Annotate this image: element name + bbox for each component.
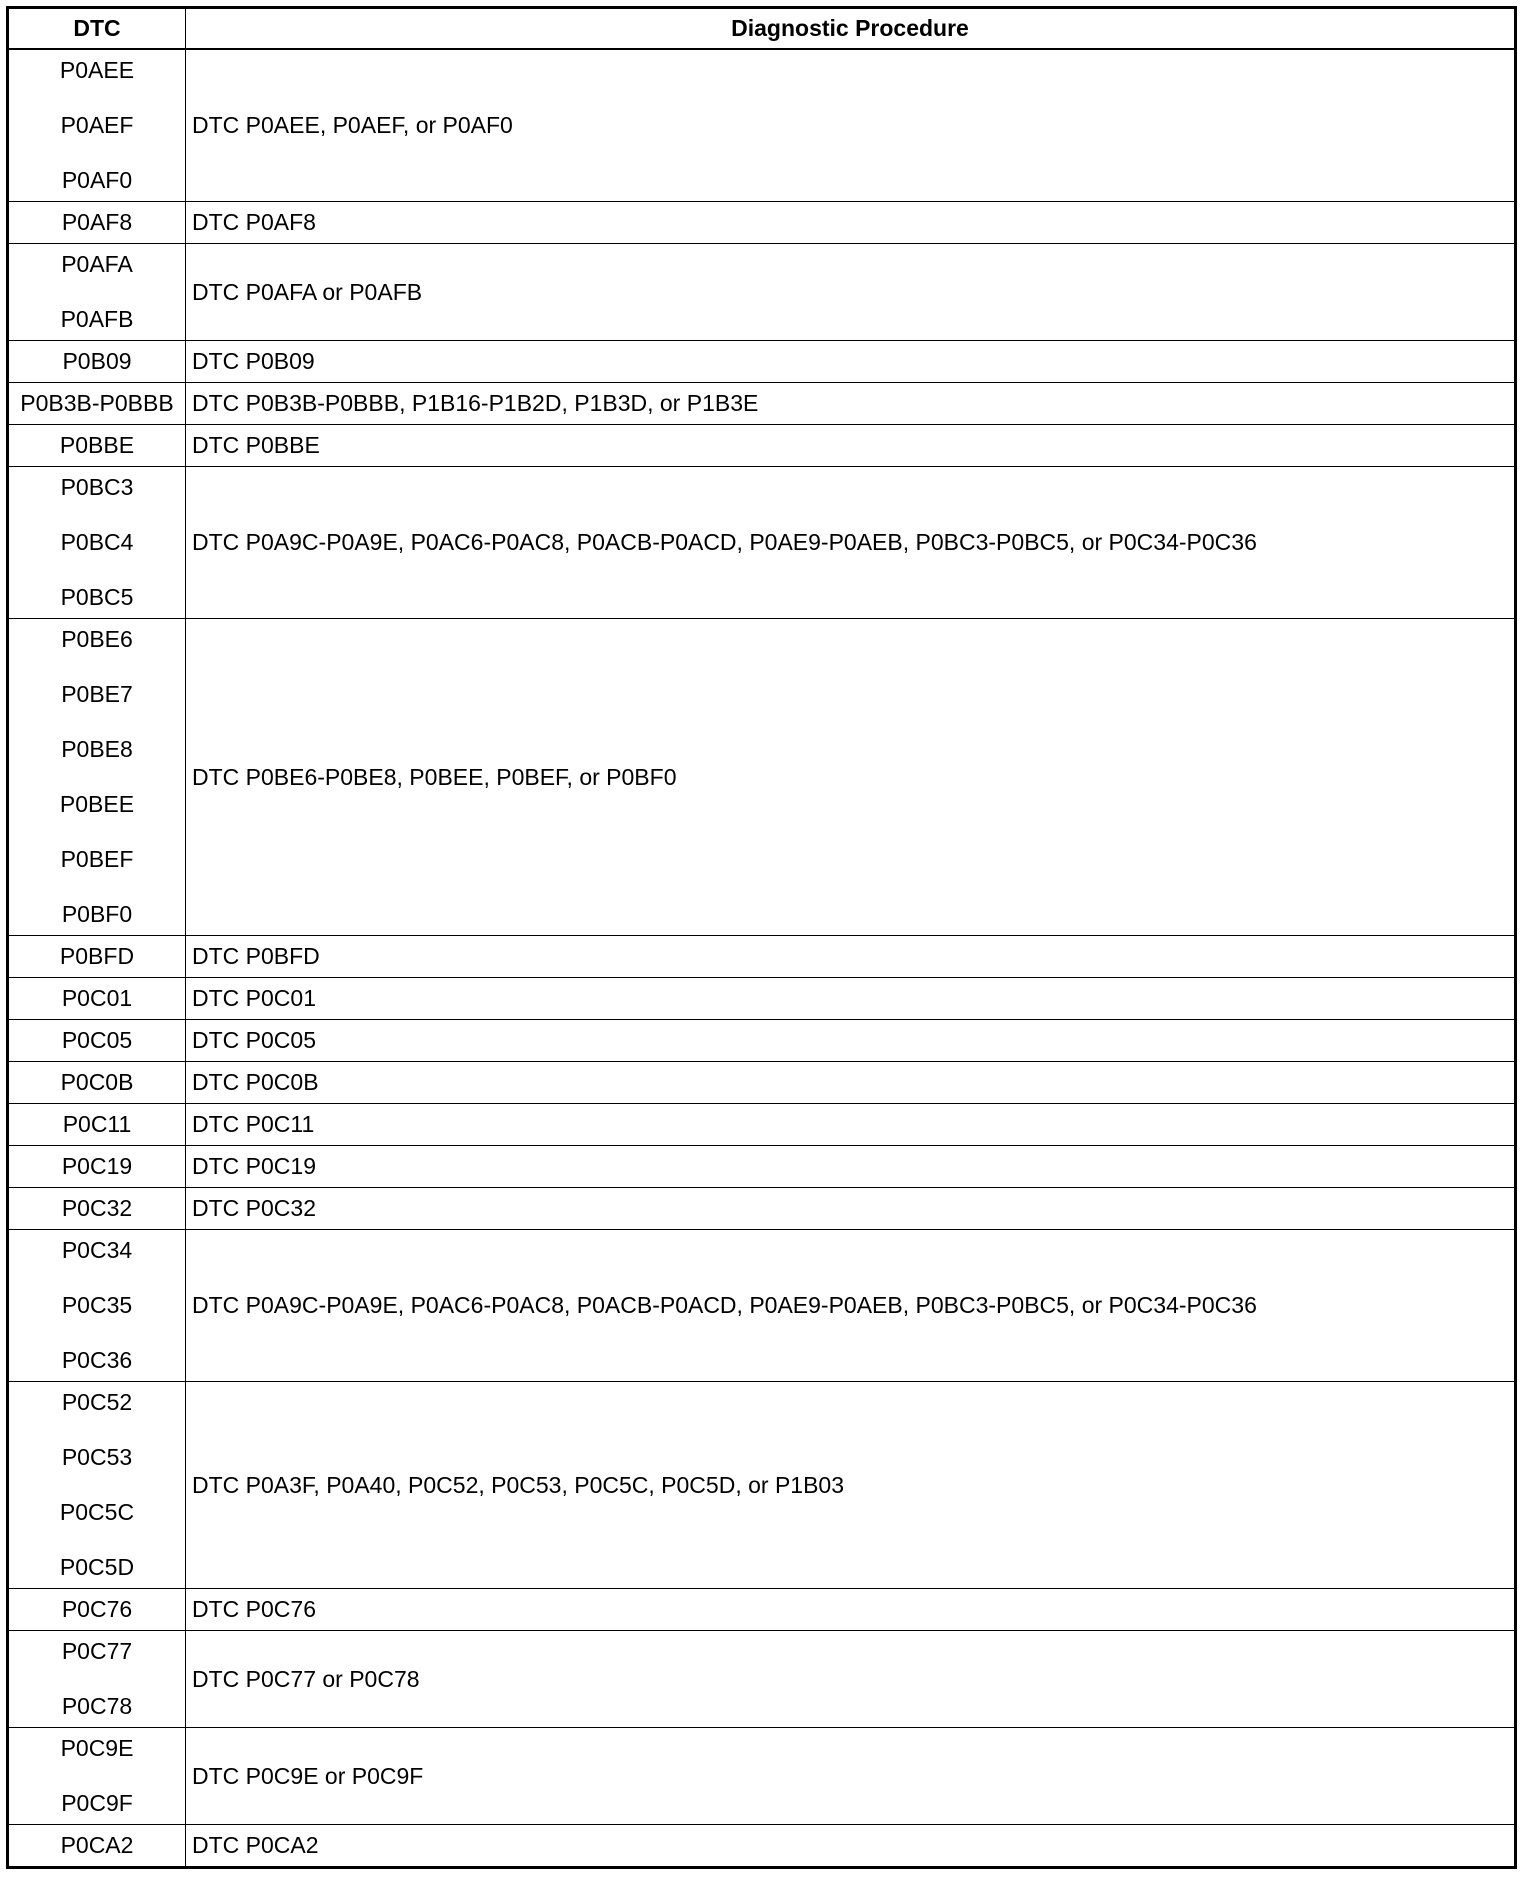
dtc-code: P0AFB bbox=[60, 306, 134, 332]
diagnostic-procedure-link[interactable]: DTC P0C32 bbox=[186, 1188, 1516, 1230]
diagnostic-procedure-link[interactable]: DTC P0C76 bbox=[186, 1589, 1516, 1631]
dtc-code: P0BC5 bbox=[60, 584, 134, 610]
dtc-code: P0C05 bbox=[61, 1027, 133, 1053]
dtc-code: P0B09 bbox=[62, 348, 132, 374]
dtc-code: P0BEF bbox=[60, 846, 134, 872]
dtc-code-cell bbox=[8, 1104, 186, 1146]
dtc-code-cell bbox=[8, 425, 186, 467]
table-row bbox=[8, 1589, 1516, 1631]
dtc-code: P0AEE bbox=[59, 57, 135, 83]
dtc-code-cell bbox=[8, 467, 186, 619]
diagnostic-procedure-link[interactable]: DTC P0A9C-P0A9E, P0AC6-P0AC8, P0ACB-P0ACD, P0AE9-P0AEB, P0BC3-P0BC5, or P0C34-P0C36 bbox=[186, 1230, 1516, 1382]
dtc-code: P0C0B bbox=[60, 1069, 134, 1095]
dtc-code: P0C52 bbox=[61, 1389, 133, 1415]
diagnostic-procedure-link[interactable]: DTC P0AEE, P0AEF, or P0AF0 bbox=[186, 49, 1516, 202]
dtc-code: P0BE6 bbox=[61, 626, 133, 652]
dtc-code: P0BC4 bbox=[60, 529, 134, 555]
table-row bbox=[8, 1230, 1516, 1382]
dtc-code: P0C35 bbox=[61, 1292, 133, 1318]
diagnostic-procedure-link[interactable]: DTC P0BFD bbox=[186, 936, 1516, 978]
dtc-code-cell bbox=[8, 936, 186, 978]
dtc-code: P0AEF bbox=[60, 112, 134, 138]
dtc-column-header: DTC bbox=[8, 8, 186, 50]
dtc-code: P0C36 bbox=[61, 1347, 133, 1373]
table-row bbox=[8, 202, 1516, 244]
dtc-code: P0BFD bbox=[59, 943, 135, 969]
dtc-code: P0BC3 bbox=[60, 474, 134, 500]
diagnostic-procedure-link[interactable]: DTC P0C01 bbox=[186, 978, 1516, 1020]
dtc-code: P0C77 bbox=[61, 1638, 133, 1664]
diagnostic-procedure-link[interactable]: DTC P0BE6-P0BE8, P0BEE, P0BEF, or P0BF0 bbox=[186, 619, 1516, 936]
dtc-code-cell bbox=[8, 978, 186, 1020]
table-row bbox=[8, 49, 1516, 202]
dtc-code: P0C78 bbox=[61, 1693, 133, 1719]
table-row bbox=[8, 244, 1516, 341]
table-row bbox=[8, 341, 1516, 383]
table-row bbox=[8, 1062, 1516, 1104]
dtc-code-cell bbox=[8, 1062, 186, 1104]
table-row bbox=[8, 383, 1516, 425]
table-row bbox=[8, 1146, 1516, 1188]
table-row bbox=[8, 619, 1516, 936]
dtc-code-cell bbox=[8, 1188, 186, 1230]
table-row bbox=[8, 1188, 1516, 1230]
diagnostic-procedure-link[interactable]: DTC P0AF8 bbox=[186, 202, 1516, 244]
table-row bbox=[8, 1825, 1516, 1868]
dtc-code-cell bbox=[8, 341, 186, 383]
dtc-code-cell bbox=[8, 202, 186, 244]
table-row bbox=[8, 936, 1516, 978]
diagnostic-procedure-link[interactable]: DTC P0CA2 bbox=[186, 1825, 1516, 1868]
dtc-code: P0BE7 bbox=[61, 681, 133, 707]
dtc-code: P0C11 bbox=[62, 1111, 132, 1137]
table-row bbox=[8, 1382, 1516, 1589]
diagnostic-procedure-link[interactable]: DTC P0C77 or P0C78 bbox=[186, 1631, 1516, 1728]
diagnostic-procedure-link[interactable]: DTC P0C11 bbox=[186, 1104, 1516, 1146]
diagnostic-procedure-link[interactable]: DTC P0C05 bbox=[186, 1020, 1516, 1062]
dtc-code: P0AF0 bbox=[61, 167, 133, 193]
dtc-code: P0C53 bbox=[61, 1444, 133, 1470]
dtc-code-cell bbox=[8, 1230, 186, 1382]
diagnostic-procedure-link[interactable]: DTC P0A9C-P0A9E, P0AC6-P0AC8, P0ACB-P0ACD, P0AE9-P0AEB, P0BC3-P0BC5, or P0C34-P0C36 bbox=[186, 467, 1516, 619]
table-row bbox=[8, 978, 1516, 1020]
procedure-column-header: Diagnostic Procedure bbox=[186, 8, 1516, 50]
dtc-code: P0C19 bbox=[61, 1153, 133, 1179]
dtc-code-cell bbox=[8, 49, 186, 202]
diagnostic-procedure-link[interactable]: DTC P0AFA or P0AFB bbox=[186, 244, 1516, 341]
diagnostic-procedure-link[interactable]: DTC P0B09 bbox=[186, 341, 1516, 383]
diagnostic-procedure-link[interactable]: DTC P0A3F, P0A40, P0C52, P0C53, P0C5C, P0C5D, or P1B03 bbox=[186, 1382, 1516, 1589]
table-row bbox=[8, 1631, 1516, 1728]
dtc-code: P0AF8 bbox=[61, 209, 133, 235]
dtc-code-cell bbox=[8, 244, 186, 341]
dtc-code: P0C34 bbox=[61, 1237, 133, 1263]
diagnostic-procedure-link[interactable]: DTC P0C19 bbox=[186, 1146, 1516, 1188]
dtc-code: P0C76 bbox=[61, 1596, 133, 1622]
dtc-code-cell bbox=[8, 1631, 186, 1728]
table-row bbox=[8, 425, 1516, 467]
dtc-code-cell bbox=[8, 1020, 186, 1062]
diagnostic-procedure-link[interactable]: DTC P0BBE bbox=[186, 425, 1516, 467]
dtc-code-cell bbox=[8, 1589, 186, 1631]
dtc-code: P0AFA bbox=[61, 251, 133, 277]
diagnostic-procedure-link[interactable]: DTC P0C0B bbox=[186, 1062, 1516, 1104]
dtc-code: P0C5D bbox=[59, 1554, 135, 1580]
dtc-code: P0B3B-P0BBB bbox=[20, 390, 174, 416]
dtc-code: P0BEE bbox=[59, 791, 135, 817]
dtc-code: P0C01 bbox=[61, 985, 133, 1011]
diagnostic-procedure-link[interactable]: DTC P0C9E or P0C9F bbox=[186, 1728, 1516, 1825]
table-header-row bbox=[8, 8, 1516, 50]
table-row bbox=[8, 467, 1516, 619]
dtc-code: P0BBE bbox=[59, 432, 135, 458]
dtc-code: P0CA2 bbox=[60, 1832, 134, 1858]
diagnostic-procedure-link[interactable]: DTC P0B3B-P0BBB, P1B16-P1B2D, P1B3D, or P1B3E bbox=[186, 383, 1516, 425]
dtc-code-cell bbox=[8, 1825, 186, 1868]
dtc-code-cell bbox=[8, 1728, 186, 1825]
table-row bbox=[8, 1020, 1516, 1062]
dtc-code: P0C5C bbox=[59, 1499, 135, 1525]
dtc-code: P0C9E bbox=[60, 1735, 134, 1761]
dtc-code-cell bbox=[8, 1146, 186, 1188]
dtc-code: P0C32 bbox=[61, 1195, 133, 1221]
dtc-code: P0C9F bbox=[61, 1790, 133, 1816]
dtc-procedure-table bbox=[6, 6, 1517, 1869]
dtc-code-cell bbox=[8, 619, 186, 936]
dtc-code-cell bbox=[8, 1382, 186, 1589]
dtc-code-cell bbox=[8, 383, 186, 425]
dtc-code: P0BF0 bbox=[61, 901, 133, 927]
table-row bbox=[8, 1104, 1516, 1146]
table-body bbox=[8, 49, 1516, 1868]
dtc-code: P0BE8 bbox=[61, 736, 133, 762]
table-row bbox=[8, 1728, 1516, 1825]
